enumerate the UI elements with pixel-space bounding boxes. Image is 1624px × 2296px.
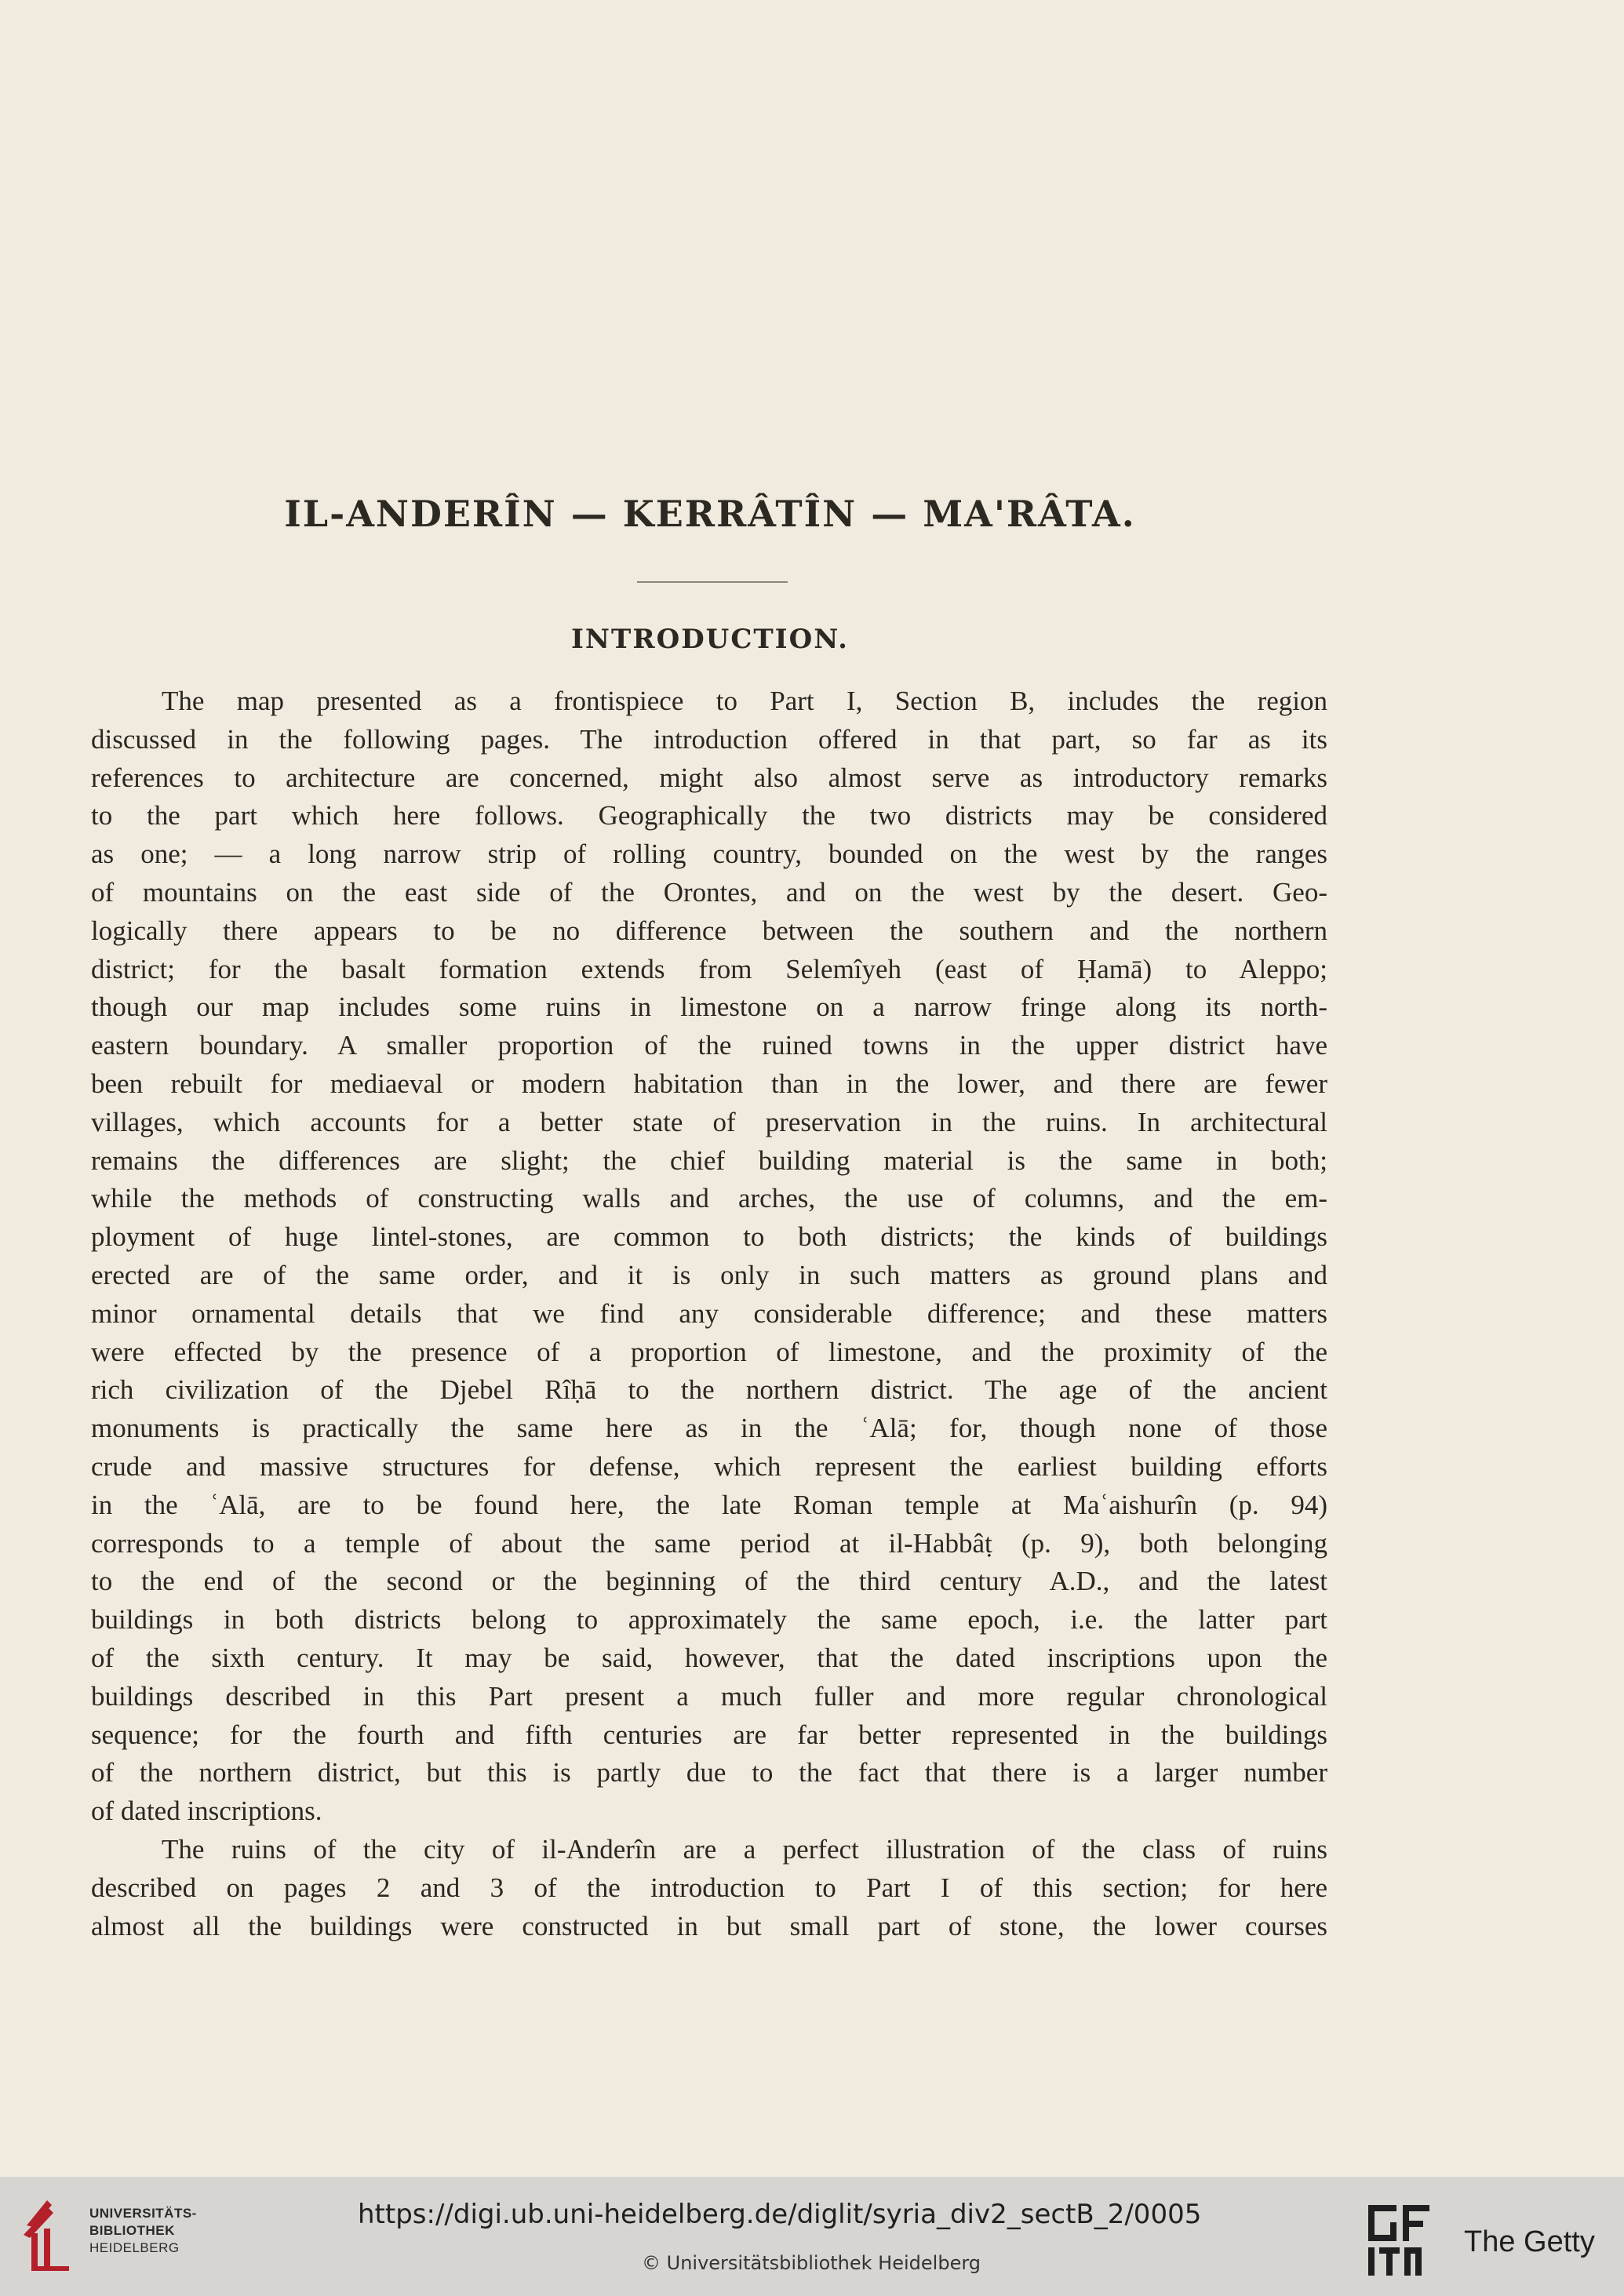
- page-title: IL-ANDERÎN — KERRÂTÎN — MA'RÂTA.: [284, 493, 1136, 535]
- text-line: of the sixth century. It may be said, however, that the dated inscriptions upon the: [91, 1642, 1327, 1673]
- text-line: almost all the buildings were constructed in but small part of stone, the lower courses: [91, 1910, 1327, 1941]
- library-name-line: BIBLIOTHEK: [89, 2223, 175, 2238]
- text-line: described on pages 2 and 3 of the introduction to Part I of this section; for here: [91, 1872, 1327, 1903]
- text-line: sequence; for the fourth and fifth centuries are far better represented in the buildings: [91, 1719, 1327, 1750]
- text-line: to the end of the second or the beginning of the third century A.D., and the latest: [91, 1566, 1327, 1597]
- university-library-name: [89, 2205, 197, 2257]
- text-line: in the ʿAlā, are to be found here, the late Roman temple at Maʿaishurîn (p. 94): [91, 1489, 1327, 1520]
- text-line: erected are of the same order, and it is only in such matters as ground plans and: [91, 1259, 1327, 1290]
- text-line: as one; — a long narrow strip of rolling country, bounded on the west by the ranges: [91, 839, 1327, 870]
- text-line: while the methods of constructing walls and arches, the use of columns, and the em-: [91, 1183, 1327, 1214]
- copyright-notice: © Universitätsbibliothek Heidelberg: [642, 2252, 981, 2274]
- getty-logo-icon: [1367, 2202, 1431, 2280]
- text-line: references to architecture are concerned, might also almost serve as introductory remarks: [91, 762, 1327, 793]
- text-line: eastern boundary. A smaller proportion of the ruined towns in the upper district have: [91, 1030, 1327, 1061]
- text-line: monuments is practically the same here as in the ʿAlā; for, though none of those: [91, 1413, 1327, 1444]
- text-line: were effected by the presence of a proportion of limestone, and the proximity of the: [91, 1336, 1327, 1367]
- text-line: logically there appears to be no difference between the southern and the northern: [91, 915, 1327, 946]
- text-line: The ruins of the city of il-Anderîn are a perfect illustration of the class of ruins: [162, 1833, 1327, 1865]
- text-line: though our map includes some ruins in limestone on a narrow fringe along its north-: [91, 992, 1327, 1023]
- library-name-line: UNIVERSITÄTS-: [89, 2206, 197, 2221]
- permalink-url[interactable]: https://digi.ub.uni-heidelberg.de/diglit/syria_div2_sectB_2/0005: [358, 2199, 1202, 2230]
- library-name-line: HEIDELBERG: [89, 2240, 180, 2255]
- text-line: discussed in the following pages. The introduction offered in that part, so far as its: [91, 723, 1327, 755]
- text-line: corresponds to a temple of about the same period at il-Habbâṭ (p. 9), both belonging: [91, 1527, 1327, 1559]
- text-line: district; for the basalt formation extends from Selemîyeh (east of Ḥamā) to Aleppo;: [91, 953, 1327, 984]
- title-divider: [637, 581, 788, 583]
- text-line: of dated inscriptions.: [91, 1796, 322, 1827]
- text-line: crude and massive structures for defense, which represent the earliest building efforts: [91, 1450, 1327, 1482]
- text-line: buildings described in this Part present a much fuller and more regular chronological: [91, 1680, 1327, 1712]
- getty-name: The Getty: [1464, 2225, 1595, 2258]
- text-line: rich civilization of the Djebel Rîḥā to the northern district. The age of the ancient: [91, 1374, 1327, 1406]
- body-text: [91, 682, 1327, 1945]
- university-library-logo-icon: [20, 2194, 75, 2276]
- text-line: buildings in both districts belong to approximately the same epoch, i.e. the latter part: [91, 1604, 1327, 1636]
- text-line: villages, which accounts for a better state of preservation in the ruins. In architectural: [91, 1106, 1327, 1137]
- viewer-footer: [0, 2177, 1624, 2296]
- text-line: remains the differences are slight; the chief building material is the same in both;: [91, 1144, 1327, 1176]
- text-line: to the part which here follows. Geographically the two districts may be considered: [91, 800, 1327, 831]
- text-line: of the northern district, but this is partly due to the fact that there is a larger number: [91, 1757, 1327, 1788]
- text-line: The map presented as a frontispiece to Part I, Section B, includes the region: [162, 686, 1327, 716]
- text-line: of mountains on the east side of the Orontes, and on the west by the desert. Geo-: [91, 876, 1327, 908]
- text-line: been rebuilt for mediaeval or modern habitation than in the lower, and there are fewer: [91, 1068, 1327, 1099]
- text-line: minor ornamental details that we find any considerable difference; and these matters: [91, 1297, 1327, 1329]
- text-line: ployment of huge lintel-stones, are common to both districts; the kinds of buildings: [91, 1221, 1327, 1253]
- section-heading: INTRODUCTION.: [571, 624, 849, 655]
